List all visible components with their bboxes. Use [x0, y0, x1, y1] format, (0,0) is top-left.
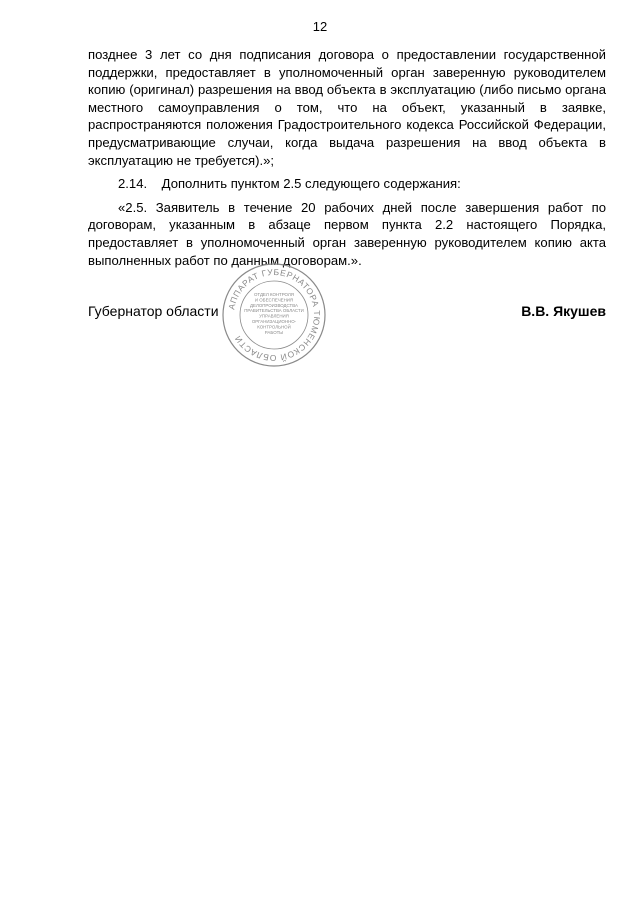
stamp-inner-line: РАБОТЫ — [264, 329, 284, 335]
stamp-inner-line: УПРАВЛЕНИЯ — [259, 313, 289, 319]
stamp-ring-text: АППАРАТ ГУБЕРНАТОРА ТЮМЕНСКОЙ ОБЛАСТИ — [226, 266, 323, 364]
paragraph-continuation: позднее 3 лет со дня подписания договора о предоставлении государственной поддержки, предоставляет в уполномоченный орган заверенную руководителем копию (оригинал) разрешения на ввод объекта в эксплуатацию (либо письмо органа местного самоуправления о том, что на объект, указанный в заявке, распространяются положения Градостроительного кодекса Российской Федерации, предусматривающие случаи, когда выдача разрешения на ввод объекта в эксплуатацию не требуется).»; — [88, 47, 606, 168]
stamp-inner-line: ОТДЕЛ КОНТРОЛЯ — [254, 292, 294, 297]
stamp-inner-line: И ОБЕСПЕЧЕНИЯ — [254, 297, 294, 303]
paragraph-item-2-14: 2.14. Дополнить пунктом 2.5 следующего содержания: — [118, 176, 461, 192]
stamp-inner-text — [244, 292, 304, 335]
signatory-name: В.В. Якушев — [521, 303, 606, 319]
page-number: 12 — [312, 19, 328, 34]
official-seal-stamp — [221, 262, 327, 368]
stamp-inner-line: КОНТРОЛЬНОЙ — [257, 324, 291, 330]
signatory-position: Губернатор области — [88, 303, 219, 319]
signature-block — [88, 303, 606, 323]
stamp-inner-line: ОРГАНИЗАЦИОННО- — [251, 319, 297, 324]
document-body — [88, 46, 606, 269]
stamp-inner-line: ПРАВИТЕЛЬСТВА ОБЛАСТИ — [244, 308, 304, 314]
stamp-inner-line: ДЕЛОПРОИЗВОДСТВА — [250, 302, 298, 308]
paragraph-item-2-5: «2.5. Заявитель в течение 20 рабочих дней после завершения работ по договорам, указанным в абзаце первом пункта 2.2 настоящего Порядка, предоставляет в уполномоченный орган заверенную руководителем копию акта выполненных работ по данным договорам.». — [88, 199, 606, 268]
